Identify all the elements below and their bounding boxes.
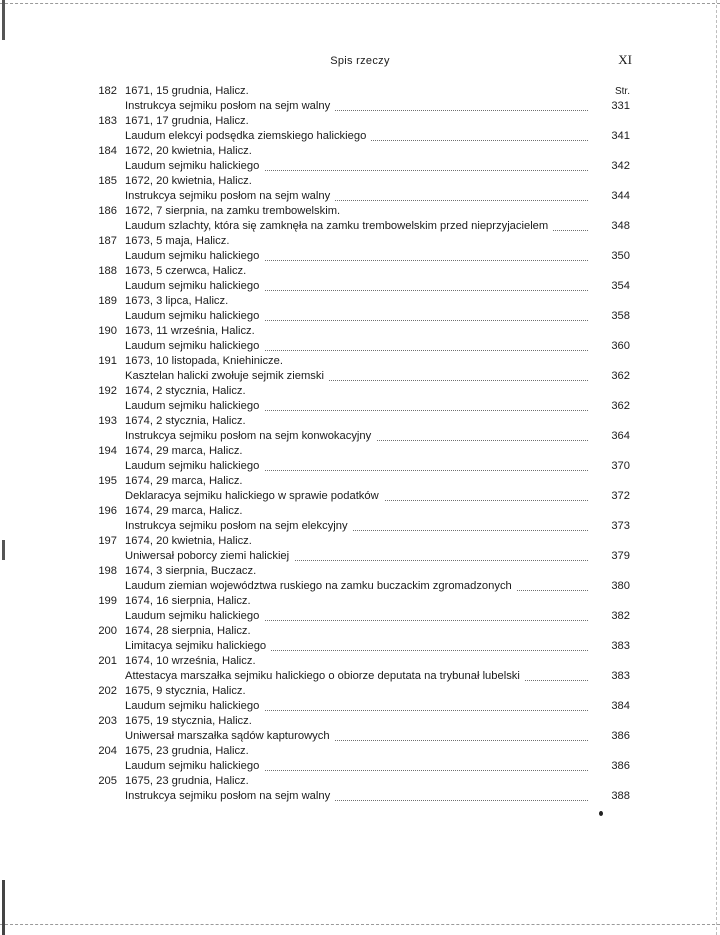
entry-title xyxy=(125,729,588,744)
entry-number: 201 xyxy=(98,655,117,667)
toc-entry-title-line xyxy=(93,159,630,174)
entry-page-number: 372 xyxy=(611,490,630,502)
entry-title-text: Uniwersał poborcy ziemi halickiej xyxy=(125,550,294,562)
toc-entry xyxy=(93,144,630,174)
entry-page-number: 382 xyxy=(611,610,630,622)
entry-title xyxy=(125,759,588,774)
entry-number: 196 xyxy=(98,505,117,517)
toc-entry-date-line xyxy=(93,324,630,339)
entry-number: 193 xyxy=(98,415,117,427)
entry-title xyxy=(125,519,588,534)
toc-entry-title-line xyxy=(93,99,630,114)
toc-entry xyxy=(93,114,630,144)
entry-title xyxy=(125,279,588,294)
entry-date-place: 1675, 19 stycznia, Halicz. xyxy=(125,715,252,727)
entry-number: 187 xyxy=(98,235,117,247)
entry-page-number: 383 xyxy=(611,670,630,682)
entry-title-text: Laudum sejmiku halickiego xyxy=(125,340,264,352)
entry-title-text: Instrukcya sejmiku posłom na sejm elekcyjny xyxy=(125,520,353,532)
toc-entry-title-line xyxy=(93,579,630,594)
entry-date-place: 1673, 3 lipca, Halicz. xyxy=(125,295,229,307)
toc-entry xyxy=(93,444,630,474)
toc-entry-date-line xyxy=(93,384,630,399)
entry-date-place: 1671, 15 grudnia, Halicz. xyxy=(125,85,249,97)
toc-entry xyxy=(93,234,630,264)
entry-date-place: 1674, 10 września, Halicz. xyxy=(125,655,256,667)
entry-page-number: 344 xyxy=(611,190,630,202)
entry-date-place: 1673, 10 listopada, Kniehinicze. xyxy=(125,355,283,367)
entry-title-text: Instrukcya sejmiku posłom na sejm walny xyxy=(125,790,335,802)
entry-number: 204 xyxy=(98,745,117,757)
entry-title-text: Laudum szlachty, która się zamknęła na zamku trembowelskim przed nieprzyjacielem xyxy=(125,220,553,232)
entry-title-text: Laudum sejmiku halickiego xyxy=(125,760,264,772)
toc-entry-title-line xyxy=(93,429,630,444)
toc-entry xyxy=(93,264,630,294)
entry-title xyxy=(125,699,588,714)
toc-entry-title-line xyxy=(93,789,630,804)
toc-entry-title-line xyxy=(93,609,630,624)
toc-entry xyxy=(93,624,630,654)
entry-date-place: 1674, 20 kwietnia, Halicz. xyxy=(125,535,252,547)
toc-entry xyxy=(93,204,630,234)
toc-entry-title-line xyxy=(93,669,630,684)
entry-date-place: 1675, 9 stycznia, Halicz. xyxy=(125,685,246,697)
toc-entry-date-line xyxy=(93,144,630,159)
entry-title-text: Laudum ziemian województwa ruskiego na zamku buczackim zgromadzonych xyxy=(125,580,517,592)
entry-page-number: 388 xyxy=(611,790,630,802)
entry-date-place: 1674, 29 marca, Halicz. xyxy=(125,475,243,487)
entry-page-number: 358 xyxy=(611,310,630,322)
entry-title-text: Instrukcya sejmiku posłom na sejm walny xyxy=(125,190,335,202)
toc-entry xyxy=(93,324,630,354)
entry-date-place: 1674, 2 stycznia, Halicz. xyxy=(125,415,246,427)
entry-page-number: 354 xyxy=(611,280,630,292)
entry-number: 182 xyxy=(98,85,117,97)
toc-entry xyxy=(93,744,630,774)
entry-page-number: 341 xyxy=(611,130,630,142)
entry-title-text: Laudum sejmiku halickiego xyxy=(125,160,264,172)
entry-title-text: Laudum sejmiku halickiego xyxy=(125,400,264,412)
entry-date-place: 1674, 29 marca, Halicz. xyxy=(125,445,243,457)
toc-entry xyxy=(93,84,630,114)
toc-entry-date-line xyxy=(93,504,630,519)
entry-date-place: 1672, 20 kwietnia, Halicz. xyxy=(125,145,252,157)
page-edge-left xyxy=(2,0,5,935)
entry-number: 197 xyxy=(98,535,117,547)
toc-entry-date-line xyxy=(93,744,630,759)
entry-title xyxy=(125,459,588,474)
entry-date-place: 1673, 5 czerwca, Halicz. xyxy=(125,265,247,277)
entry-page-number: 362 xyxy=(611,400,630,412)
entry-page-number: 370 xyxy=(611,460,630,472)
entry-page-number: 384 xyxy=(611,700,630,712)
toc-entry-title-line xyxy=(93,279,630,294)
entry-number: 183 xyxy=(98,115,117,127)
entry-number: 186 xyxy=(98,205,117,217)
entry-title xyxy=(125,339,588,354)
toc-entry-title-line xyxy=(93,639,630,654)
toc-entry-title-line xyxy=(93,219,630,234)
entry-page-number: 373 xyxy=(611,520,630,532)
toc-entry-title-line xyxy=(93,369,630,384)
toc-entry xyxy=(93,654,630,684)
toc-entry-date-line xyxy=(93,474,630,489)
entry-page-number: 362 xyxy=(611,370,630,382)
entry-title xyxy=(125,579,588,594)
entry-title xyxy=(125,609,588,624)
toc-entry-title-line xyxy=(93,249,630,264)
entry-title xyxy=(125,159,588,174)
toc-entry xyxy=(93,174,630,204)
entry-title xyxy=(125,99,588,114)
toc-entry-title-line xyxy=(93,189,630,204)
entry-title xyxy=(125,639,588,654)
entry-page-number: 350 xyxy=(611,250,630,262)
entry-title-text: Kasztelan halicki zwołuje sejmik ziemski xyxy=(125,370,329,382)
toc-entry xyxy=(93,384,630,414)
toc-entry-title-line xyxy=(93,339,630,354)
toc-entry-title-line xyxy=(93,489,630,504)
toc-entry-title-line xyxy=(93,129,630,144)
toc-entry-date-line xyxy=(93,264,630,279)
toc-entry xyxy=(93,594,630,624)
entry-date-place: 1675, 23 grudnia, Halicz. xyxy=(125,745,249,757)
entry-page-number: 386 xyxy=(611,760,630,772)
entry-number: 188 xyxy=(98,265,117,277)
toc-entry-date-line xyxy=(93,714,630,729)
entry-page-number: 386 xyxy=(611,730,630,742)
entry-page-number: 348 xyxy=(611,220,630,232)
toc-entry-title-line xyxy=(93,549,630,564)
toc-entry-date-line xyxy=(93,174,630,189)
entry-date-place: 1674, 2 stycznia, Halicz. xyxy=(125,385,246,397)
toc-entry xyxy=(93,504,630,534)
entry-title-text: Laudum sejmiku halickiego xyxy=(125,250,264,262)
entry-title xyxy=(125,249,588,264)
toc-entry-date-line xyxy=(93,114,630,129)
entry-title xyxy=(125,399,588,414)
toc-entry-date-line xyxy=(93,774,630,789)
toc-entry-date-line xyxy=(93,354,630,369)
toc-entry-title-line xyxy=(93,729,630,744)
entry-title-text: Laudum sejmiku halickiego xyxy=(125,310,264,322)
entry-title xyxy=(125,789,588,804)
entry-title xyxy=(125,369,588,384)
entry-title-text: Laudum elekcyi podsędka ziemskiego halickiego xyxy=(125,130,371,142)
entry-title-text: Limitacya sejmiku halickiego xyxy=(125,640,271,652)
entry-page-number: 342 xyxy=(611,160,630,172)
toc-entry-date-line xyxy=(93,534,630,549)
entry-page-number: 360 xyxy=(611,340,630,352)
entry-title-text: Instrukcya sejmiku posłom na sejm walny xyxy=(125,100,335,112)
entry-number: 185 xyxy=(98,175,117,187)
entry-date-place: 1671, 17 grudnia, Halicz. xyxy=(125,115,249,127)
entry-title-text: Laudum sejmiku halickiego xyxy=(125,610,264,622)
entry-number: 184 xyxy=(98,145,117,157)
toc-entry-date-line xyxy=(93,414,630,429)
entry-title xyxy=(125,429,588,444)
table-of-contents xyxy=(93,84,630,804)
toc-entry-date-line xyxy=(93,294,630,309)
entry-date-place: 1672, 7 sierpnia, na zamku trembowelskim. xyxy=(125,205,341,217)
toc-entry-title-line xyxy=(93,459,630,474)
toc-entry-date-line xyxy=(93,624,630,639)
page-number: XI xyxy=(618,52,632,67)
entry-title xyxy=(125,669,588,684)
page-edge-bottom xyxy=(0,924,720,927)
entry-title xyxy=(125,489,588,504)
entry-number: 205 xyxy=(98,775,117,787)
toc-entry-date-line xyxy=(93,564,630,579)
entry-title xyxy=(125,189,588,204)
entry-title-text: Instrukcya sejmiku posłom na sejm konwokacyjny xyxy=(125,430,376,442)
entry-number: 192 xyxy=(98,385,117,397)
toc-entry-date-line xyxy=(93,234,630,249)
running-header-title: Spis rzeczy xyxy=(330,55,390,67)
entry-number: 203 xyxy=(98,715,117,727)
toc-entry xyxy=(93,294,630,324)
entry-number: 198 xyxy=(98,565,117,577)
entry-date-place: 1674, 29 marca, Halicz. xyxy=(125,505,243,517)
entry-number: 189 xyxy=(98,295,117,307)
page-edge-top xyxy=(0,3,720,6)
entry-page-number: 331 xyxy=(611,100,630,112)
ink-speck xyxy=(599,811,603,816)
toc-entry-date-line xyxy=(93,594,630,609)
entry-date-place: 1672, 20 kwietnia, Halicz. xyxy=(125,175,252,187)
toc-entry-title-line xyxy=(93,399,630,414)
toc-entry xyxy=(93,714,630,744)
entry-date-place: 1673, 11 września, Halicz. xyxy=(125,325,255,337)
entry-date-place: 1674, 28 sierpnia, Halicz. xyxy=(125,625,251,637)
entry-title xyxy=(125,219,588,234)
entry-title-text: Uniwersał marszałka sądów kapturowych xyxy=(125,730,335,742)
toc-entry-date-line xyxy=(93,654,630,669)
entry-title xyxy=(125,309,588,324)
toc-entry xyxy=(93,354,630,384)
page-edge-right xyxy=(715,0,717,935)
toc-entry xyxy=(93,564,630,594)
entry-number: 202 xyxy=(98,685,117,697)
entry-page-number: 383 xyxy=(611,640,630,652)
entry-number: 194 xyxy=(98,445,117,457)
entry-title-text: Laudum sejmiku halickiego xyxy=(125,460,264,472)
toc-entry xyxy=(93,774,630,804)
entry-number: 200 xyxy=(98,625,117,637)
entry-date-place: 1673, 5 maja, Halicz. xyxy=(125,235,230,247)
entry-number: 190 xyxy=(98,325,117,337)
entry-title-text: Laudum sejmiku halickiego xyxy=(125,700,264,712)
entry-title-text: Laudum sejmiku halickiego xyxy=(125,280,264,292)
toc-entry-title-line xyxy=(93,699,630,714)
entry-title-text: Attestacya marszałka sejmiku halickiego o obiorze deputata na trybunał lubelski xyxy=(125,670,525,682)
entry-number: 195 xyxy=(98,475,117,487)
toc-entry-title-line xyxy=(93,759,630,774)
toc-entry xyxy=(93,534,630,564)
entry-title xyxy=(125,129,588,144)
toc-entry-date-line xyxy=(93,684,630,699)
toc-entry-title-line xyxy=(93,309,630,324)
entry-title-text: Deklaracya sejmiku halickiego w sprawie podatków xyxy=(125,490,384,502)
entry-page-number: 364 xyxy=(611,430,630,442)
toc-entry-date-line xyxy=(93,84,630,99)
toc-entry xyxy=(93,414,630,444)
entry-number: 191 xyxy=(98,355,117,367)
entry-number: 199 xyxy=(98,595,117,607)
entry-date-place: 1675, 23 grudnia, Halicz. xyxy=(125,775,249,787)
toc-entry xyxy=(93,684,630,714)
toc-entry xyxy=(93,474,630,504)
entry-page-number: 379 xyxy=(611,550,630,562)
entry-date-place: 1674, 16 sierpnia, Halicz. xyxy=(125,595,251,607)
page-column-label: Str. xyxy=(614,86,630,97)
toc-entry-date-line xyxy=(93,204,630,219)
entry-title xyxy=(125,549,588,564)
toc-entry-title-line xyxy=(93,519,630,534)
entry-page-number: 380 xyxy=(611,580,630,592)
toc-entry-date-line xyxy=(93,444,630,459)
entry-date-place: 1674, 3 sierpnia, Buczacz. xyxy=(125,565,257,577)
